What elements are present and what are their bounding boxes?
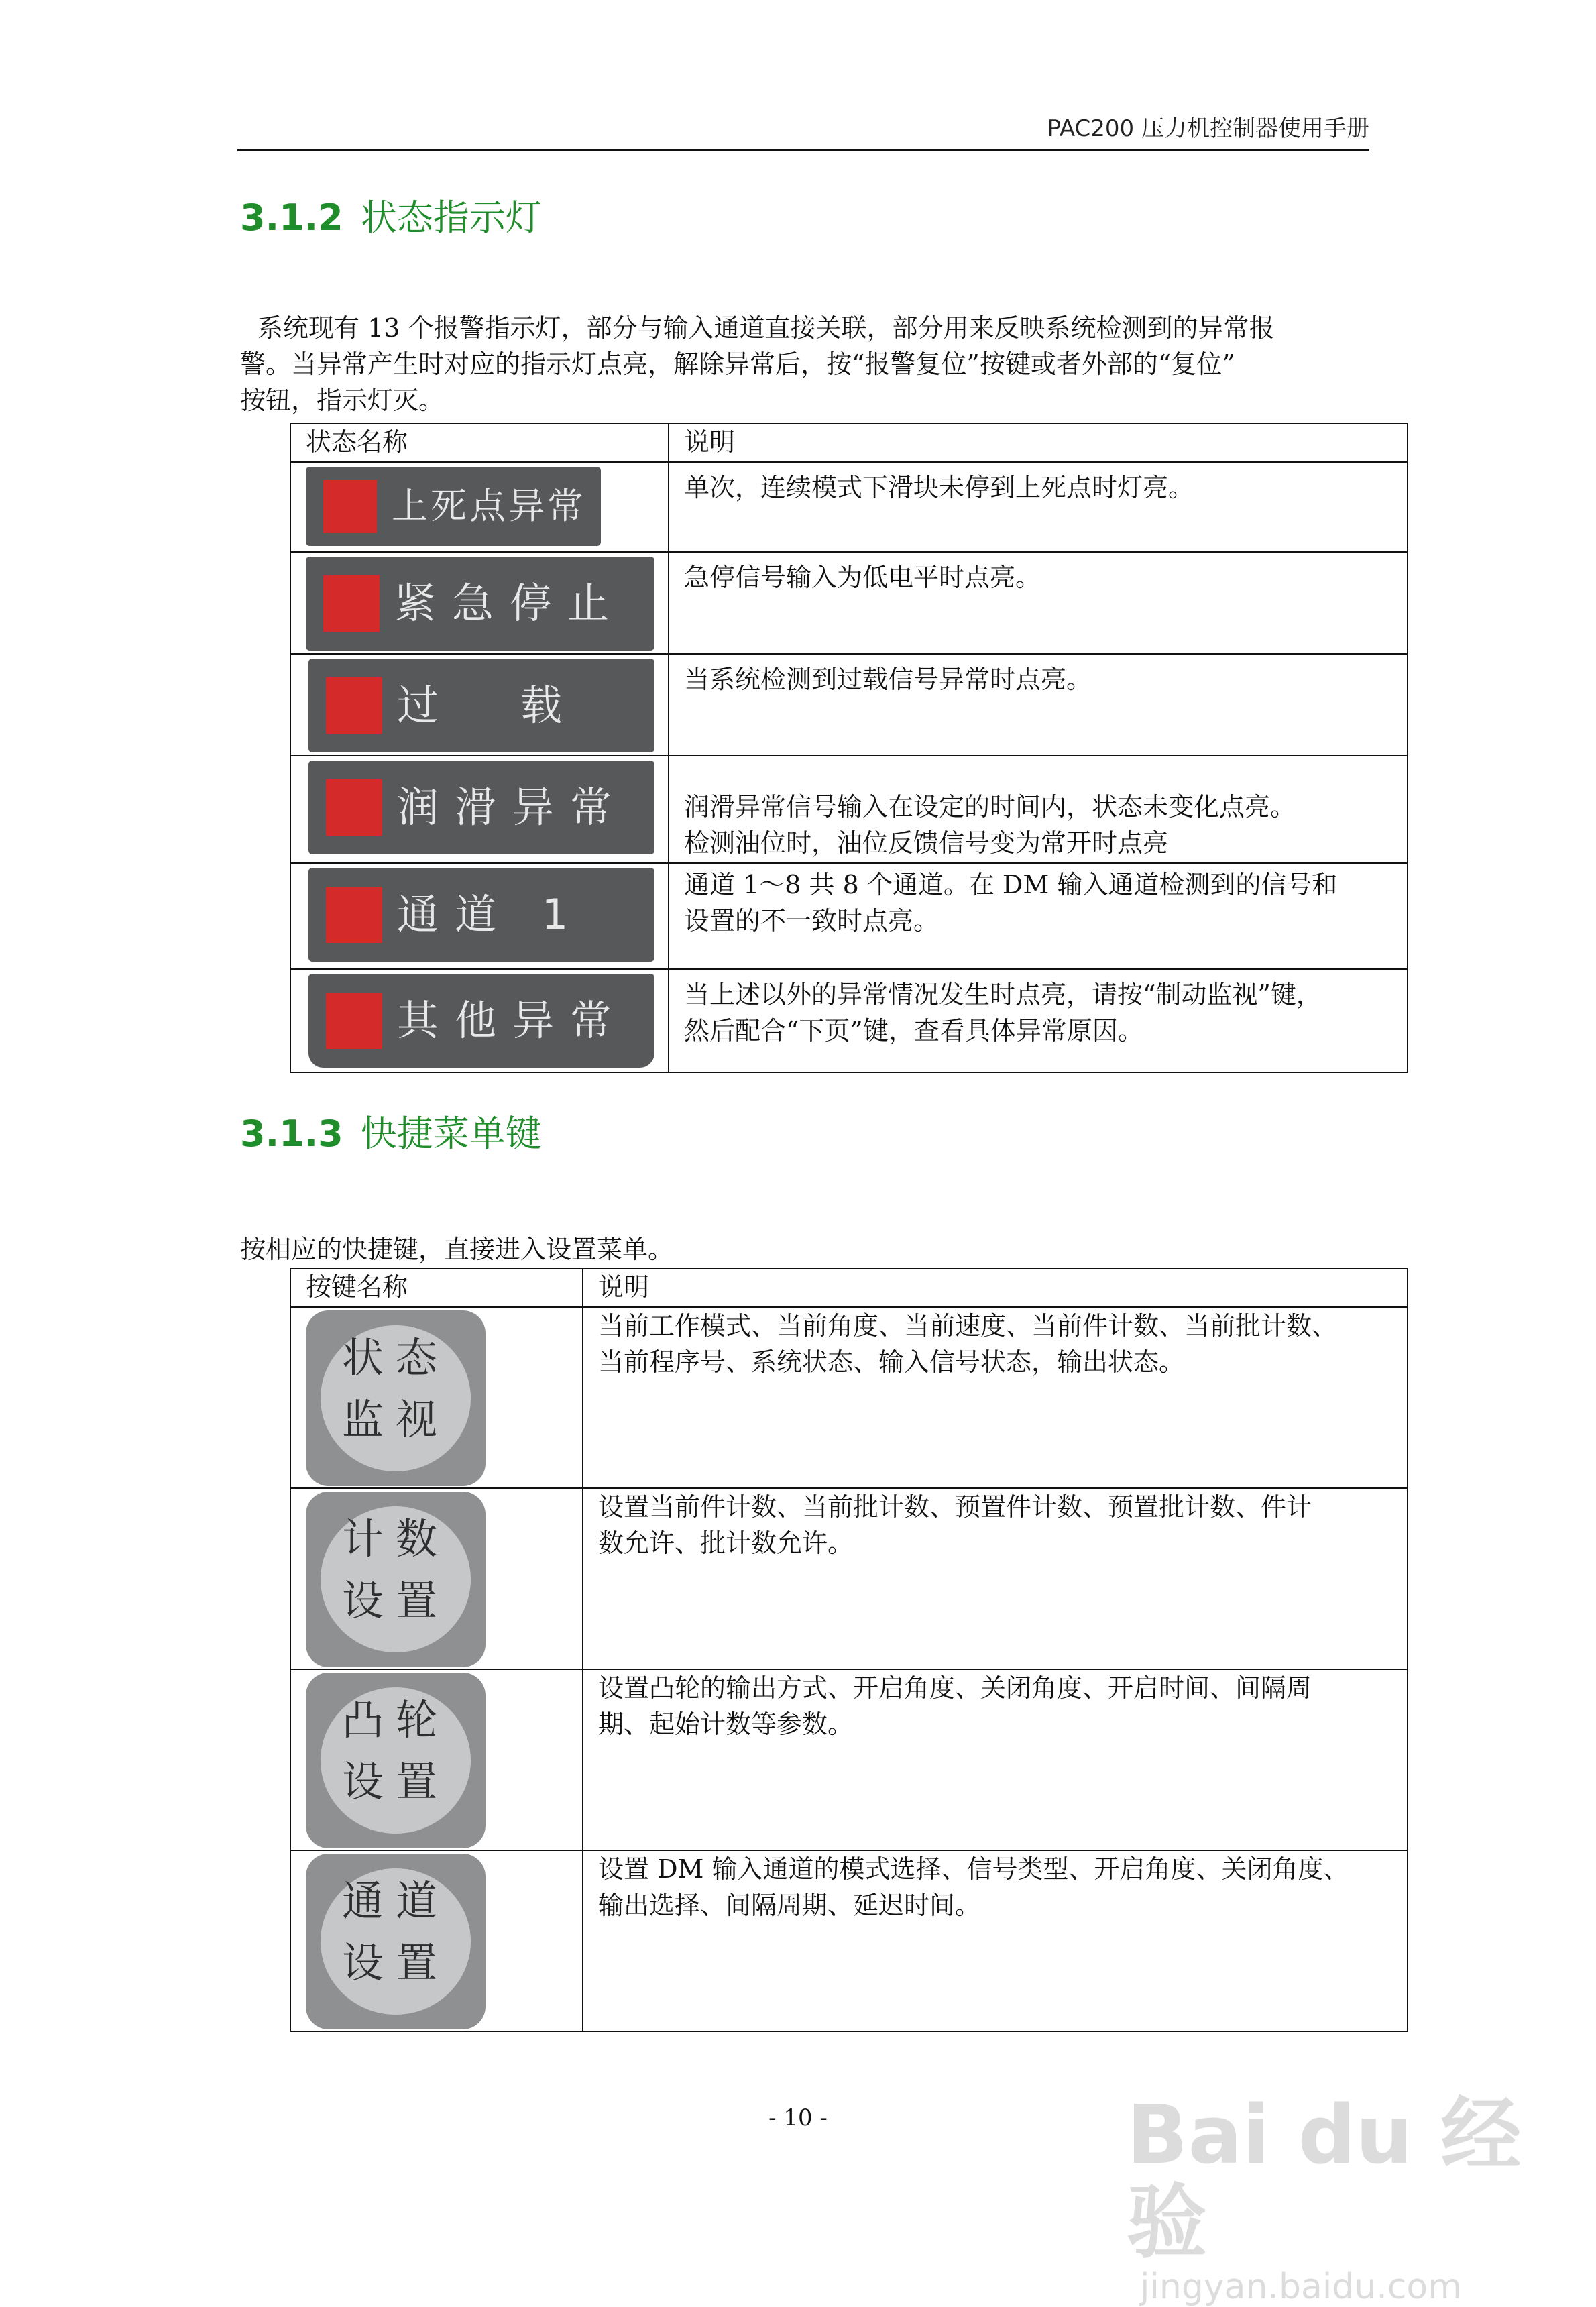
- desc-line: 然后配合“下页”键，查看具体异常原因。: [684, 1016, 1143, 1046]
- key-cell: [290, 1850, 583, 2031]
- red-lamp-icon: [326, 887, 382, 943]
- table-row: [290, 552, 1408, 654]
- desc-line: 检测油位时，油位反馈信号变为常开时点亮: [684, 828, 1169, 858]
- key-label-line2: 设置: [341, 1938, 449, 1987]
- lamp-description: [669, 969, 1408, 1072]
- red-lamp-icon: [326, 993, 382, 1049]
- desc-line: 设置凸轮的输出方式、开启角度、关闭角度、开启时间、间隔周: [598, 1673, 1312, 1703]
- table-row: [290, 863, 1408, 969]
- lamp-label: 其他异常: [397, 996, 628, 1045]
- section-title: 状态指示灯: [360, 196, 542, 239]
- lamp-label: 通道 1: [397, 890, 585, 939]
- red-lamp-icon: [323, 480, 377, 533]
- lamp-cell: [290, 552, 669, 654]
- desc-line: 设置当前件计数、当前批计数、预置件计数、预置批计数、件计: [598, 1492, 1312, 1522]
- lamp-description: [669, 552, 1408, 654]
- key-description: [583, 1307, 1408, 1488]
- key-cell: [290, 1669, 583, 1850]
- lamp-cell: [290, 756, 669, 863]
- lamp-cell: [290, 654, 669, 756]
- red-lamp-icon: [323, 575, 380, 632]
- intro-line: 按钮，指示灯灭。: [240, 386, 445, 415]
- key-description: [583, 1488, 1408, 1669]
- column-header-desc: 说明: [583, 1268, 1408, 1307]
- lamp-description: [669, 756, 1408, 863]
- red-lamp-icon: [326, 779, 382, 836]
- desc-line: 当前工作模式、当前角度、当前速度、当前件计数、当前批计数、: [598, 1311, 1338, 1341]
- table-row: [290, 654, 1408, 756]
- key-label-line2: 监视: [341, 1395, 449, 1444]
- page-header: PAC200 压力机控制器使用手册: [1047, 115, 1369, 142]
- page-number: - 10 -: [768, 2104, 828, 2131]
- lamp-indicator: [308, 761, 654, 854]
- lamp-label: 紧急停止: [394, 579, 626, 628]
- key-label-line2: 设置: [341, 1757, 449, 1806]
- section-title: 快捷菜单键: [360, 1113, 542, 1155]
- lamp-cell: [290, 462, 669, 552]
- channel-setting-key[interactable]: [306, 1854, 486, 2029]
- table-row: [290, 1488, 1408, 1669]
- lamp-description: [669, 863, 1408, 969]
- section-heading-3-1-2: [240, 194, 542, 241]
- intro-line: 系统现有 13 个报警指示灯，部分与输入通道直接关联，部分用来反映系统检测到的异常报: [258, 313, 1275, 343]
- desc-line: 当系统检测到过载信号异常时点亮。: [684, 665, 1092, 694]
- key-label-line2: 设置: [341, 1576, 449, 1625]
- table-row: [290, 462, 1408, 552]
- red-lamp-icon: [326, 677, 382, 734]
- lamp-indicator: [306, 467, 601, 546]
- key-description: [583, 1669, 1408, 1850]
- table-header-row: [290, 423, 1408, 462]
- desc-line: 输出选择、间隔周期、延迟时间。: [598, 1891, 981, 1920]
- lamp-indicator: [308, 974, 654, 1068]
- watermark-url: jingyan.baidu.com: [1140, 2267, 1462, 2307]
- desc-line: 设置 DM 输入通道的模式选择、信号类型、开启角度、关闭角度、: [598, 1854, 1349, 1884]
- column-header-name: 状态名称: [290, 423, 669, 462]
- table-row: [290, 1669, 1408, 1850]
- lamp-label: 润滑异常: [397, 783, 628, 832]
- lamp-label: 过 载: [397, 681, 583, 730]
- status-monitor-key[interactable]: [306, 1310, 486, 1486]
- section-number: 3.1.2: [240, 196, 343, 239]
- intro-line: 警。当异常产生时对应的指示灯点亮，解除异常后，按“报警复位”按键或者外部的“复位”: [240, 349, 1235, 379]
- count-setting-key[interactable]: [306, 1492, 486, 1667]
- shortcut-key-table: [290, 1268, 1408, 2032]
- lamp-indicator: [306, 557, 654, 651]
- desc-line: 当上述以外的异常情况发生时点亮，请按“制动监视”键，: [684, 980, 1322, 1009]
- table-row: [290, 756, 1408, 863]
- desc-line: 单次，连续模式下滑块未停到上死点时灯亮。: [684, 473, 1194, 502]
- desc-line: 数允许、批计数允许。: [598, 1528, 854, 1558]
- table-row: [290, 969, 1408, 1072]
- lamp-indicator: [308, 659, 654, 752]
- lamp-cell: [290, 969, 669, 1072]
- key-description: [583, 1850, 1408, 2031]
- column-header-desc: 说明: [669, 423, 1408, 462]
- section-number: 3.1.3: [240, 1113, 343, 1155]
- desc-line: 通道 1～8 共 8 个通道。在 DM 输入通道检测到的信号和: [684, 870, 1338, 899]
- lamp-description: [669, 654, 1408, 756]
- lamp-label: 上死点异常: [392, 485, 586, 527]
- desc-line: 设置的不一致时点亮。: [684, 906, 939, 936]
- column-header-name: 按键名称: [290, 1268, 583, 1307]
- section-intro: [240, 310, 1368, 418]
- lamp-cell: [290, 863, 669, 969]
- key-cell: [290, 1488, 583, 1669]
- watermark: [1127, 2089, 1556, 2307]
- section-intro: 按相应的快捷键，直接进入设置菜单。: [240, 1235, 674, 1264]
- table-row: [290, 1307, 1408, 1488]
- header-rule: [237, 149, 1369, 151]
- key-label-line1: 状态: [341, 1333, 449, 1382]
- watermark-brand: Bai du 经验: [1127, 2089, 1522, 2269]
- table-header-row: [290, 1268, 1408, 1307]
- cam-setting-key[interactable]: [306, 1673, 486, 1848]
- key-label-line1: 通道: [341, 1876, 449, 1925]
- desc-line: 当前程序号、系统状态、输入信号状态，输出状态。: [598, 1347, 1185, 1377]
- lamp-indicator: [308, 868, 654, 962]
- desc-line: 急停信号输入为低电平时点亮。: [684, 563, 1041, 592]
- section-heading-3-1-3: [240, 1111, 542, 1158]
- desc-line: 期、起始计数等参数。: [598, 1709, 854, 1739]
- lamp-description: [669, 462, 1408, 552]
- key-label-line1: 计数: [341, 1514, 449, 1563]
- key-label-line1: 凸轮: [341, 1695, 449, 1744]
- status-lamp-table: [290, 423, 1408, 1073]
- desc-line: 润滑异常信号输入在设定的时间内，状态未变化点亮。: [684, 792, 1296, 822]
- key-cell: [290, 1307, 583, 1488]
- table-row: [290, 1850, 1408, 2031]
